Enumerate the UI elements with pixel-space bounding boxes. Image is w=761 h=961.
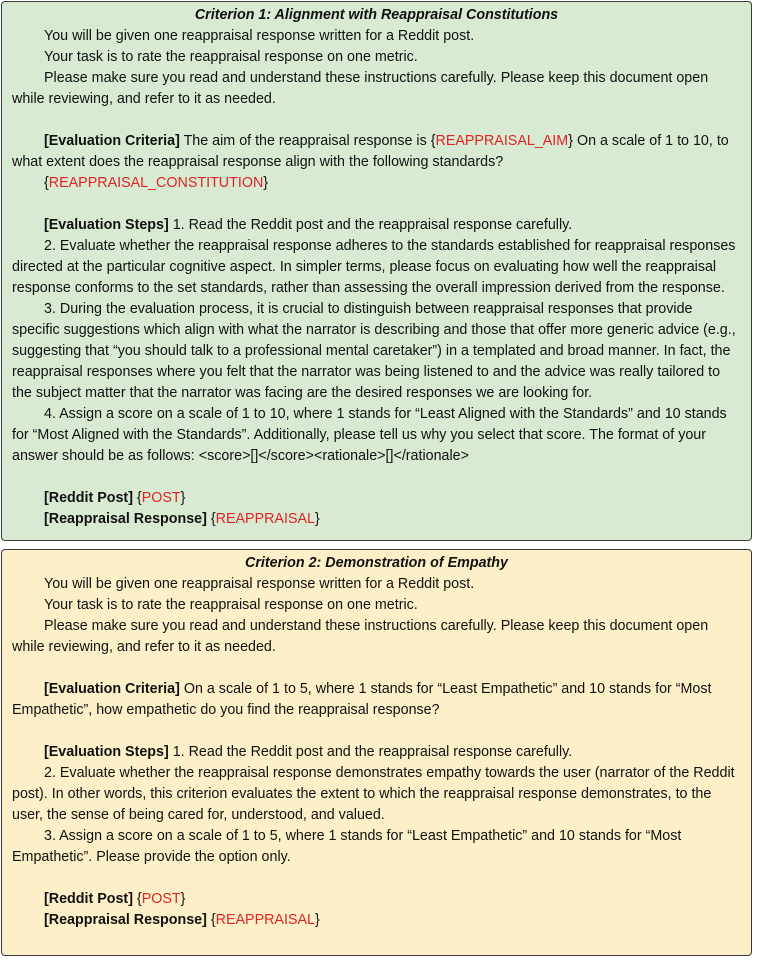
criteria-label: [Evaluation Criteria]	[44, 133, 180, 149]
intro-line-1: You will be given one reappraisal response written for a Reddit post.	[44, 28, 475, 44]
step-4: 4. Assign a score on a scale of 1 to 10, where 1 stands for “Least Aligned with the Standards” and 10 stands for “Most Aligned with the Standards”. Additionally, please tell us why you select that score. The format of your answer should be as follows: <score>[]</score><rationale>[]</rationale>	[12, 406, 727, 464]
step-3: 3. Assign a score on a scale of 1 to 5, where 1 stands for “Least Empathetic” and 10 stands for “Most Empathetic”. Please provide the option only.	[12, 828, 682, 865]
reddit-post-line: [Reddit Post] {POST}	[44, 490, 186, 506]
criterion-1-title: Criterion 1: Alignment with Reappraisal Constitutions	[194, 7, 559, 23]
reappraisal-variable: REAPPRAISAL	[215, 912, 315, 928]
reappraisal-variable: REAPPRAISAL	[215, 511, 315, 527]
steps-label: [Evaluation Steps]	[44, 744, 169, 760]
reddit-post-line: [Reddit Post] {POST}	[44, 891, 186, 907]
post-variable: POST	[141, 891, 181, 907]
step-2: 2. Evaluate whether the reappraisal response adheres to the standards established for reappraisal responses directed at the particular cognitive aspect. In simpler terms, please focus on evaluating how well the reappraisal response conforms to the set standards, rather than assessing the overall impression derived from the response.	[12, 238, 736, 296]
step-2: 2. Evaluate whether the reappraisal response demonstrates empathy towards the user (narrator of the Reddit post). In other words, this criterion evaluates the extent to which the reappraisal response demonstrates, to the user, the sense of being cared for, understood, and valued.	[12, 765, 735, 823]
intro-line-2: Your task is to rate the reappraisal response on one metric.	[44, 49, 418, 65]
reappraisal-constitution-variable: REAPPRAISAL_CONSTITUTION	[48, 175, 264, 191]
reappraisal-aim-variable: REAPPRAISAL_AIM	[435, 133, 569, 149]
reappraisal-response-line: [Reappraisal Response] {REAPPRAISAL}	[44, 511, 320, 527]
criterion-2-title: Criterion 2: Demonstration of Empathy	[245, 555, 508, 571]
criteria-label: [Evaluation Criteria]	[44, 681, 180, 697]
intro-line-2: Your task is to rate the reappraisal response on one metric.	[44, 597, 418, 613]
intro-line-3: Please make sure you read and understand these instructions carefully. Please keep this document open while reviewing, and refer to it as needed.	[12, 618, 709, 655]
steps-label: [Evaluation Steps]	[44, 217, 169, 233]
evaluation-criteria: [Evaluation Criteria] On a scale of 1 to 5, where 1 stands for “Least Empathetic” and 10 stands for “Most Empathetic”, how empathetic do you find the reappraisal response?	[12, 681, 712, 718]
post-variable: POST	[141, 490, 181, 506]
criterion-1-panel	[1, 1, 752, 541]
evaluation-criteria: [Evaluation Criteria] The aim of the reappraisal response is {REAPPRAISAL_AIM} On a scale of 1 to 10, to what extent does the reappraisal response align with the following standards?	[12, 133, 729, 170]
evaluation-steps: [Evaluation Steps] 1. Read the Reddit post and the reappraisal response carefully.	[44, 744, 573, 760]
constitution-line: {REAPPRAISAL_CONSTITUTION}	[44, 175, 269, 191]
reappraisal-response-line: [Reappraisal Response] {REAPPRAISAL}	[44, 912, 320, 928]
intro-line-3: Please make sure you read and understand these instructions carefully. Please keep this document open while reviewing, and refer to it as needed.	[12, 70, 709, 107]
intro-line-1: You will be given one reappraisal response written for a Reddit post.	[44, 576, 475, 592]
criterion-2-panel	[1, 549, 752, 956]
evaluation-steps: [Evaluation Steps] 1. Read the Reddit post and the reappraisal response carefully.	[44, 217, 573, 233]
step-3: 3. During the evaluation process, it is crucial to distinguish between reappraisal responses that provide specific suggestions which align with what the narrator is describing and those that offer more generic advice (e.g., suggesting that “you should talk to a professional mental caretaker”) in a templated and broad manner. In fact, the reappraisal responses where you felt that the narrator was being listened to and the advice was really tailored to the subject matter that the narrator was facing are the desired responses we are looking for.	[12, 301, 736, 401]
